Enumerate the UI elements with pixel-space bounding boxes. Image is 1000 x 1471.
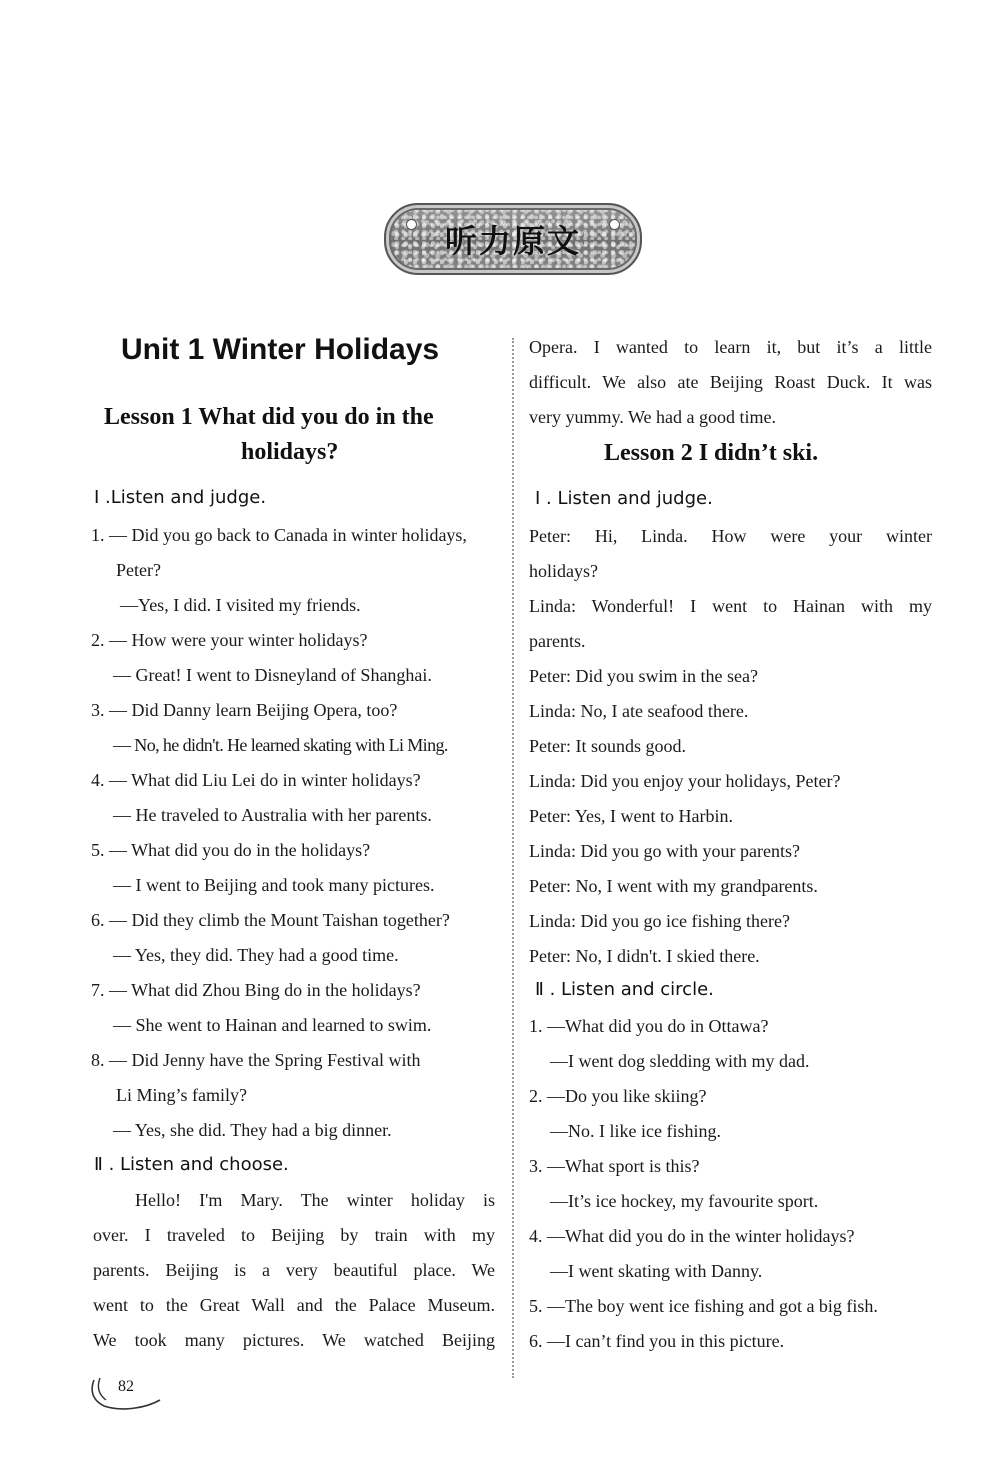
dialogue-line: Peter: No, I didn't. I skied there. xyxy=(529,946,760,966)
paragraph-line: We took many pictures. We watched Beijing xyxy=(93,1330,495,1350)
circle-line: 6. —I can’t find you in this picture. xyxy=(529,1331,785,1351)
lesson1-title-line1: Lesson 1 What did you do in the xyxy=(104,404,434,430)
page-number-area xyxy=(88,1372,168,1412)
paragraph-line: over. I traveled to Beijing by train with my xyxy=(93,1225,495,1245)
lesson2-section1-heading: Ⅰ . Listen and judge. xyxy=(535,488,713,509)
dialogue-line: Linda: Wonderful! I went to Hainan with my xyxy=(529,596,932,616)
lesson1-title-line2: holidays? xyxy=(241,439,339,465)
l1-line: Li Ming’s family? xyxy=(116,1085,247,1105)
column-divider xyxy=(512,338,514,1378)
dialogue-line: Peter: Did you swim in the sea? xyxy=(529,666,758,686)
l1-line: 5. — What did you do in the holidays? xyxy=(91,840,371,860)
banner-dot-left xyxy=(406,219,417,230)
l1-line: Peter? xyxy=(116,560,161,580)
header-banner xyxy=(384,203,642,275)
circle-line: 4. —What did you do in the winter holidays? xyxy=(529,1226,855,1246)
circle-line: 5. —The boy went ice fishing and got a big fish. xyxy=(529,1296,878,1316)
l1-line: — Yes, they did. They had a good time. xyxy=(113,945,399,965)
l1-line: —Yes, I did. I visited my friends. xyxy=(120,595,361,615)
paragraph-line: went to the Great Wall and the Palace Museum. xyxy=(93,1295,495,1315)
dialogue-line: Peter: It sounds good. xyxy=(529,736,686,756)
circle-line: —It’s ice hockey, my favourite sport. xyxy=(550,1191,819,1211)
l1-line: 7. — What did Zhou Bing do in the holidays? xyxy=(91,980,421,1000)
l1-line: — She went to Hainan and learned to swim. xyxy=(113,1015,432,1035)
l1-line: 6. — Did they climb the Mount Taishan together? xyxy=(91,910,450,930)
paragraph-line: Hello! I'm Mary. The winter holiday is xyxy=(135,1190,495,1210)
circle-line: 2. —Do you like skiing? xyxy=(529,1086,707,1106)
circle-line: —No. I like ice fishing. xyxy=(550,1121,721,1141)
dialogue-line: Peter: Yes, I went to Harbin. xyxy=(529,806,733,826)
dialogue-line: Linda: Did you go ice fishing there? xyxy=(529,911,790,931)
l1-line: — No, he didn't. He learned skating with Li Ming. xyxy=(113,735,448,755)
dialogue-line: Linda: Did you enjoy your holidays, Peter? xyxy=(529,771,841,791)
dialogue-line: Linda: Did you go with your parents? xyxy=(529,841,800,861)
circle-line: —I went skating with Danny. xyxy=(550,1261,763,1281)
dialogue-line: parents. xyxy=(529,631,586,651)
dialogue-line: Linda: No, I ate seafood there. xyxy=(529,701,749,721)
dialogue-line: Peter: Hi, Linda. How were your winter xyxy=(529,526,932,546)
unit-title: Unit 1 Winter Holidays xyxy=(121,333,440,366)
paragraph-line: Opera. I wanted to learn it, but it’s a little xyxy=(529,337,932,357)
l1-line: 2. — How were your winter holidays? xyxy=(91,630,368,650)
l1-line: — Great! I went to Disneyland of Shanghai. xyxy=(113,665,432,685)
l1-line: 3. — Did Danny learn Beijing Opera, too? xyxy=(91,700,398,720)
banner-dot-right xyxy=(609,219,620,230)
lesson1-section2-heading: Ⅱ . Listen and choose. xyxy=(94,1154,289,1175)
circle-line: —I went dog sledding with my dad. xyxy=(550,1051,810,1071)
banner-title: 听力原文 xyxy=(444,222,581,260)
paragraph-line: parents. Beijing is a very beautiful place. We xyxy=(93,1260,495,1280)
lesson1-section1-heading: Ⅰ .Listen and judge. xyxy=(94,487,267,508)
circle-line: 1. —What did you do in Ottawa? xyxy=(529,1016,769,1036)
l1-line: — Yes, she did. They had a big dinner. xyxy=(113,1120,392,1140)
l1-line: 8. — Did Jenny have the Spring Festival with xyxy=(91,1050,421,1070)
l1-line: 1. — Did you go back to Canada in winter holidays, xyxy=(91,525,467,545)
paragraph-line: difficult. We also ate Beijing Roast Duck. It was xyxy=(529,372,932,392)
lesson2-title: Lesson 2 I didn’t ski. xyxy=(604,440,819,466)
dialogue-line: holidays? xyxy=(529,561,598,581)
l1-line: — He traveled to Australia with her parents. xyxy=(113,805,432,825)
page-number: 82 xyxy=(118,1378,134,1395)
paragraph-line: very yummy. We had a good time. xyxy=(529,407,776,427)
lesson2-section2-heading: Ⅱ . Listen and circle. xyxy=(535,979,714,1000)
l1-line: 4. — What did Liu Lei do in winter holidays? xyxy=(91,770,421,790)
l1-line: — I went to Beijing and took many pictures. xyxy=(113,875,435,895)
dialogue-line: Peter: No, I went with my grandparents. xyxy=(529,876,818,896)
circle-line: 3. —What sport is this? xyxy=(529,1156,700,1176)
